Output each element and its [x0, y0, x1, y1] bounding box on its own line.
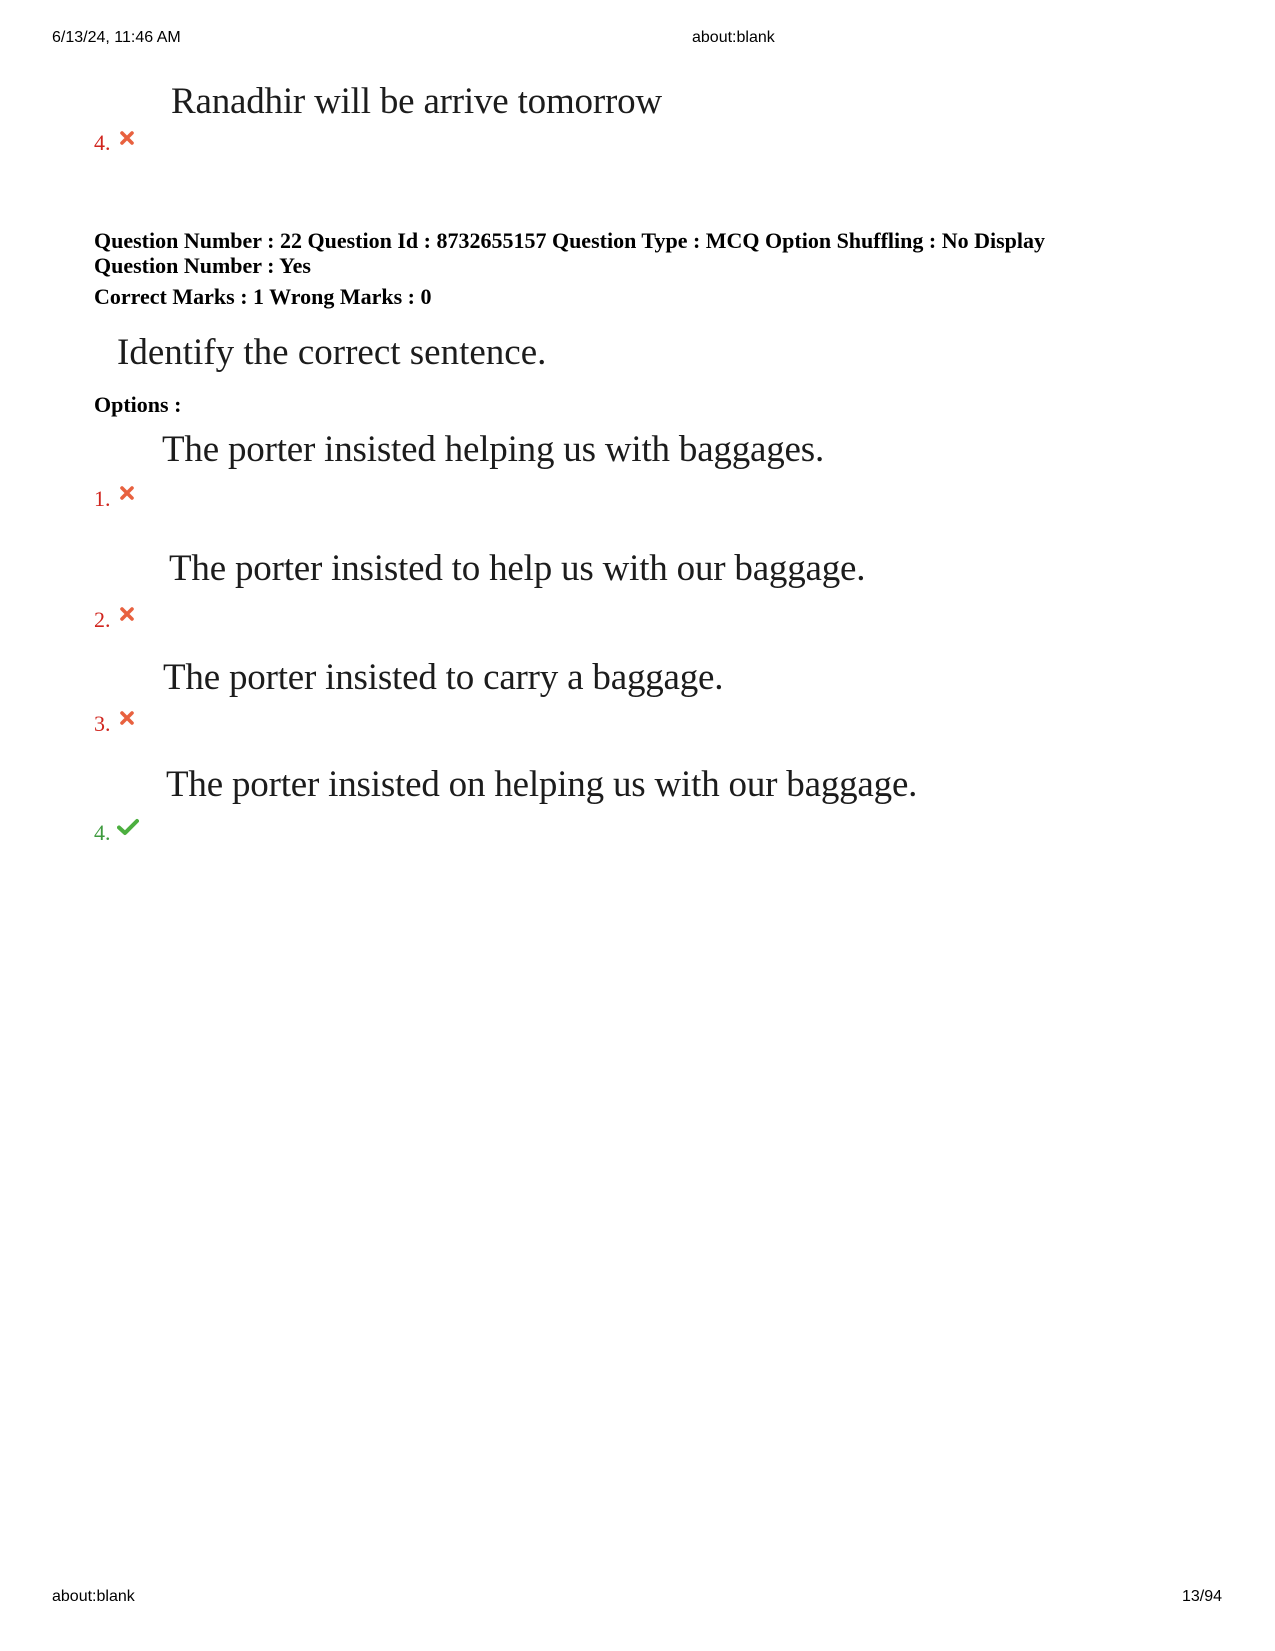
print-url-header: about:blank [692, 29, 775, 46]
previous-option-4-text: Ranadhir will be arrive tomorrow [171, 81, 662, 122]
question-meta-line-1: Question Number : 22 Question Id : 8732655157 Question Type : MCQ Option Shuffling : No Display [94, 228, 1046, 253]
print-datetime: 6/13/24, 11:46 AM [52, 29, 181, 46]
option-3-number: 3. [94, 711, 111, 736]
cross-icon [119, 130, 135, 146]
page-counter: 13/94 [1182, 1588, 1223, 1605]
option-3-text: The porter insisted to carry a baggage. [163, 657, 724, 698]
cross-icon [119, 485, 135, 501]
option-2-number: 2. [94, 607, 111, 632]
question-meta-line-2: Question Number : Yes [94, 253, 311, 278]
cross-icon [119, 606, 135, 622]
question-marks-line: Correct Marks : 1 Wrong Marks : 0 [94, 284, 432, 309]
option-4-text: The porter insisted on helping us with our baggage. [166, 764, 918, 805]
option-1-number: 1. [94, 486, 111, 511]
previous-option-4-number: 4. [94, 130, 111, 155]
options-label: Options : [94, 392, 182, 417]
question-prompt: Identify the correct sentence. [117, 332, 547, 373]
option-1-text: The porter insisted helping us with baggages. [162, 429, 825, 470]
option-2-text: The porter insisted to help us with our baggage. [169, 548, 866, 589]
print-url-footer: about:blank [52, 1588, 135, 1605]
checkmark-icon [117, 818, 139, 836]
cross-icon [119, 710, 135, 726]
option-4-number: 4. [94, 820, 111, 845]
